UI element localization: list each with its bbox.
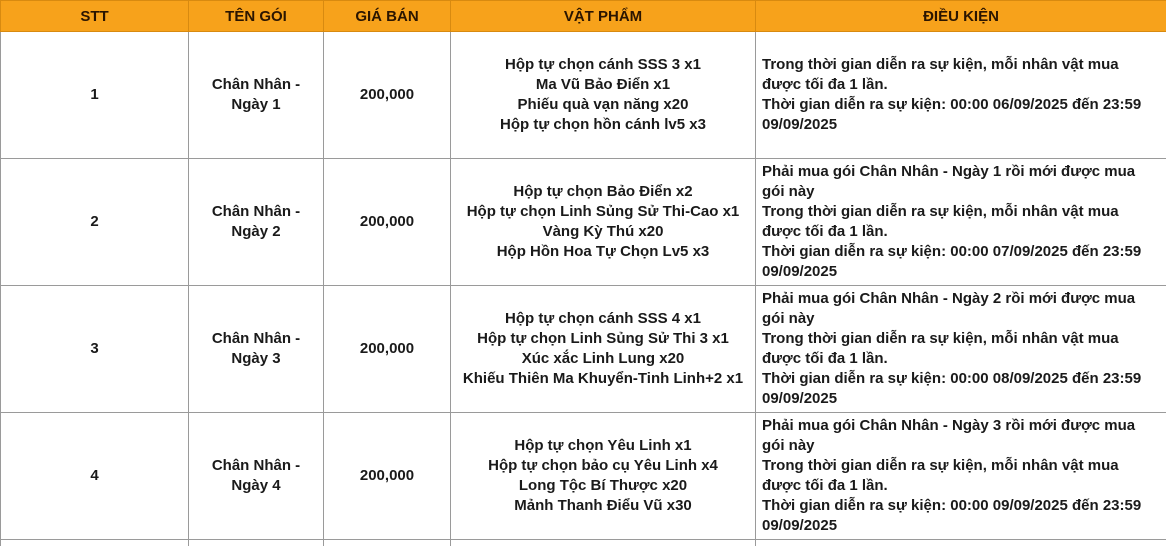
table-row-partial — [1, 540, 1166, 546]
condition-line: Thời gian diễn ra sự kiện: 00:00 06/09/2025 đến 23:59 09/09/2025 — [762, 95, 1160, 135]
condition-line: Phải mua gói Chân Nhân - Ngày 2 rồi mới được mua gói này — [762, 289, 1160, 329]
empty-cell — [324, 540, 451, 546]
row-stt: 3 — [1, 286, 189, 413]
empty-cell — [451, 540, 756, 546]
item-line: Hộp tự chọn Yêu Linh x1 — [457, 436, 749, 456]
row-package-name: Chân Nhân - Ngày 2 — [189, 159, 324, 286]
table-row — [1, 286, 1166, 413]
header-name: TÊN GÓI — [189, 1, 324, 32]
condition-line: Thời gian diễn ra sự kiện: 00:00 09/09/2025 đến 23:59 09/09/2025 — [762, 496, 1160, 536]
item-line: Ma Vũ Bảo Điển x1 — [457, 75, 749, 95]
condition-line: Trong thời gian diễn ra sự kiện, mỗi nhân vật mua được tối đa 1 lần. — [762, 329, 1160, 369]
table-row — [1, 159, 1166, 286]
item-line: Khiếu Thiên Ma Khuyển-Tinh Linh+2 x1 — [457, 369, 749, 389]
item-line: Hộp tự chọn bảo cụ Yêu Linh x4 — [457, 456, 749, 476]
condition-line: Trong thời gian diễn ra sự kiện, mỗi nhân vật mua được tối đa 1 lần. — [762, 55, 1160, 95]
empty-cell — [1, 540, 189, 546]
row-items — [451, 32, 756, 159]
row-items — [451, 159, 756, 286]
item-line: Hộp tự chọn Linh Sủng Sử Thi-Cao x1 — [457, 202, 749, 222]
row-price: 200,000 — [324, 286, 451, 413]
header-items: VẬT PHẨM — [451, 1, 756, 32]
empty-cell — [756, 540, 1166, 546]
row-items — [451, 286, 756, 413]
condition-line: Trong thời gian diễn ra sự kiện, mỗi nhân vật mua được tối đa 1 lần. — [762, 202, 1160, 242]
header-row — [1, 1, 1166, 32]
item-line: Hộp tự chọn Bảo Điển x2 — [457, 182, 749, 202]
item-line: Xúc xắc Linh Lung x20 — [457, 349, 749, 369]
header-price: GIÁ BÁN — [324, 1, 451, 32]
item-line: Vàng Kỳ Thú x20 — [457, 222, 749, 242]
item-line: Long Tộc Bí Thược x20 — [457, 476, 749, 496]
condition-line: Phải mua gói Chân Nhân - Ngày 1 rồi mới được mua gói này — [762, 162, 1160, 202]
item-line: Hộp tự chọn Linh Sủng Sử Thi 3 x1 — [457, 329, 749, 349]
row-conditions — [756, 32, 1166, 159]
row-stt: 4 — [1, 413, 189, 540]
row-stt: 1 — [1, 32, 189, 159]
row-price: 200,000 — [324, 413, 451, 540]
condition-line: Thời gian diễn ra sự kiện: 00:00 08/09/2025 đến 23:59 09/09/2025 — [762, 369, 1160, 409]
header-conditions: ĐIỀU KIỆN — [756, 1, 1166, 32]
condition-line: Thời gian diễn ra sự kiện: 00:00 07/09/2025 đến 23:59 09/09/2025 — [762, 242, 1160, 282]
row-price: 200,000 — [324, 159, 451, 286]
table-row — [1, 32, 1166, 159]
row-stt: 2 — [1, 159, 189, 286]
empty-cell — [189, 540, 324, 546]
item-line: Hộp tự chọn hồn cánh lv5 x3 — [457, 115, 749, 135]
row-conditions — [756, 159, 1166, 286]
row-conditions — [756, 286, 1166, 413]
item-line: Mảnh Thanh Điểu Vũ x30 — [457, 496, 749, 516]
row-conditions — [756, 413, 1166, 540]
item-line: Hộp tự chọn cánh SSS 3 x1 — [457, 55, 749, 75]
row-items — [451, 413, 756, 540]
table-row — [1, 413, 1166, 540]
row-price: 200,000 — [324, 32, 451, 159]
row-package-name: Chân Nhân - Ngày 1 — [189, 32, 324, 159]
item-line: Phiếu quà vạn năng x20 — [457, 95, 749, 115]
row-package-name: Chân Nhân - Ngày 3 — [189, 286, 324, 413]
condition-line: Phải mua gói Chân Nhân - Ngày 3 rồi mới được mua gói này — [762, 416, 1160, 456]
item-line: Hộp Hồn Hoa Tự Chọn Lv5 x3 — [457, 242, 749, 262]
item-line: Hộp tự chọn cánh SSS 4 x1 — [457, 309, 749, 329]
header-stt: STT — [1, 1, 189, 32]
row-package-name: Chân Nhân - Ngày 4 — [189, 413, 324, 540]
condition-line: Trong thời gian diễn ra sự kiện, mỗi nhân vật mua được tối đa 1 lần. — [762, 456, 1160, 496]
